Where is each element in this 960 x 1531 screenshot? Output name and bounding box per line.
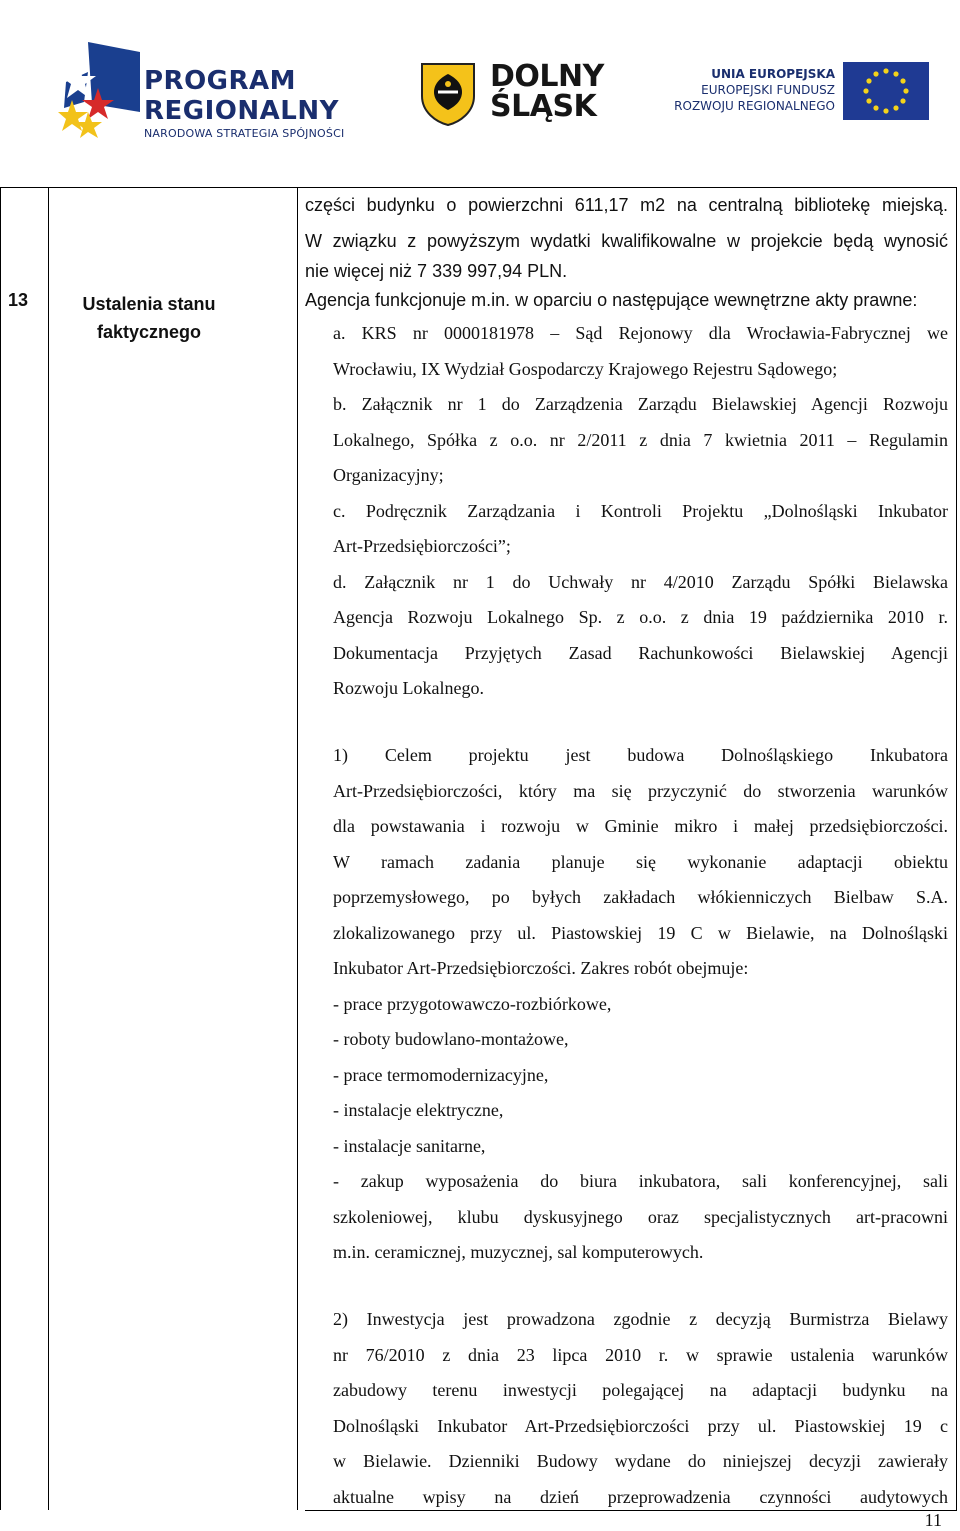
text-line: W związku z powyższym wydatki kwalifikowalne w projekcie będą wynosić	[305, 230, 948, 251]
paragraph-1	[333, 738, 948, 1271]
text-line: Art-Przedsiębiorczości, który ma się przyczynić do stworzenia warunków	[333, 780, 948, 801]
text-line: aktualne wpisy na dzień przeprowadzenia czynności audytowych	[333, 1486, 948, 1507]
coat-of-arms-icon	[420, 62, 476, 126]
list-item: Agencja Rozwoju Lokalnego Sp. z o.o. z dnia 19 października 2010 r.	[333, 607, 948, 627]
list-item: Rozwoju Lokalnego.	[333, 678, 484, 698]
text-line: części budynku o powierzchni 611,17 m2 na centralną bibliotekę miejską.	[305, 195, 948, 215]
list-item: Wrocławiu, IX Wydział Gospodarczy Krajowego Rejestru Sądowego;	[333, 358, 838, 379]
program-regionalny-emblem-icon	[58, 42, 140, 142]
list-item: c. Podręcznik Zarządzania i Kontroli Projektu „Dolnośląski Inkubator	[333, 500, 948, 521]
list-item: d. Załącznik nr 1 do Uchwały nr 4/2010 Zarządu Spółki Bielawska	[333, 571, 948, 592]
column-divider-1	[48, 187, 49, 1510]
efrr-text-1: EUROPEJSKI FUNDUSZ	[701, 83, 835, 97]
text-line: Inkubator Art-Przedsiębiorczości. Zakres robót obejmuje:	[333, 958, 749, 978]
list-item: Lokalnego, Spółka z o.o. nr 2/2011 z dnia 7 kwietnia 2011 – Regulamin	[333, 429, 948, 450]
table-left-border	[0, 187, 1, 1510]
column-divider-2	[297, 187, 298, 1510]
list-item: Art-Przedsiębiorczości”;	[333, 536, 511, 556]
text-line: nie więcej niż 7 339 997,94 PLN.	[305, 261, 568, 281]
row-label: Ustalenia stanu faktycznego	[82, 294, 216, 342]
text-line: Agencja funkcjonuje m.in. w oparciu o następujące wewnętrzne akty prawne:	[305, 290, 918, 310]
text-line: - roboty budowlano-montażowe,	[333, 1029, 569, 1049]
text-line: - prace przygotowawczo-rozbiórkowe,	[333, 993, 612, 1014]
text-line: - instalacje sanitarne,	[333, 1135, 486, 1156]
list-item: a. KRS nr 0000181978 – Sąd Rejonowy dla Wrocławia-Fabrycznej we	[333, 323, 948, 343]
dolny-text: DOLNY	[490, 59, 604, 94]
efrr-text-2: ROZWOJU REGIONALNEGO	[674, 99, 835, 113]
text-line: poprzemysłowego, po byłych zakładach włókienniczych Bielbaw S.A.	[333, 887, 948, 907]
legal-acts-list	[333, 316, 948, 707]
eu-logo	[670, 62, 935, 122]
table-right-border	[956, 187, 957, 1510]
header-logos	[0, 0, 960, 160]
text-line: dla powstawania i rozwoju w Gminie mikro i małej przedsiębiorczości.	[333, 816, 948, 836]
text-line: 1) Celem projektu jest budowa Dolnośląskiego Inkubatora	[333, 745, 948, 765]
intro-paragraph	[305, 188, 948, 319]
slask-text: ŚLĄSK	[490, 89, 597, 124]
program-text: PROGRAM	[144, 66, 297, 96]
text-line: W ramach zadania planuje się wykonanie adaptacji obiektu	[333, 851, 948, 872]
text-line: 2) Inwestycja jest prowadzona zgodnie z decyzją Burmistrza Bielawy	[333, 1309, 948, 1329]
text-line: szkoleniowej, klubu dyskusyjnego oraz specjalistycznych art-pracowni	[333, 1206, 948, 1227]
text-line: zabudowy terenu inwestycji polegającej na adaptacji budynku na	[333, 1380, 948, 1400]
text-line: - zakup wyposażenia do biura inkubatora, sali konferencyjnej, sali	[333, 1171, 948, 1191]
row-number: 13	[8, 290, 29, 310]
text-line: m.in. ceramicznej, muzycznej, sal komputerowych.	[333, 1242, 704, 1262]
text-line: - prace termomodernizacyjne,	[333, 1064, 549, 1085]
eu-flag-icon	[843, 62, 929, 120]
strategia-text: NARODOWA STRATEGIA SPÓJNOŚCI	[144, 127, 345, 140]
text-line: nr 76/2010 z dnia 23 lipca 2010 r. w sprawie ustalenia warunków	[333, 1344, 948, 1365]
unia-europejska-text: UNIA EUROPEJSKA	[711, 67, 835, 81]
list-item: Organizacyjny;	[333, 465, 444, 485]
page-number: 11	[924, 1510, 942, 1530]
text-line: w Bielawie. Dzienniki Budowy wydane do niniejszej decyzji zawierały	[333, 1451, 948, 1471]
text-line: Dolnośląski Inkubator Art-Przedsiębiorczości przy ul. Piastowskiej 19 c	[333, 1415, 948, 1436]
paragraph-2	[333, 1302, 948, 1515]
list-item: b. Załącznik nr 1 do Zarządzenia Zarządu Bielawskiej Agencji Rozwoju	[333, 394, 948, 414]
regionalny-text: REGIONALNY	[144, 96, 339, 126]
dolny-slask-logo	[420, 60, 620, 130]
list-item: Dokumentacja Przyjętych Zasad Rachunkowości Bielawskiej Agencji	[333, 642, 948, 663]
text-line: - instalacje elektryczne,	[333, 1100, 504, 1120]
program-regionalny-logo	[58, 42, 368, 142]
text-line: zlokalizowanego przy ul. Piastowskiej 19 C w Bielawie, na Dolnośląski	[333, 922, 948, 943]
